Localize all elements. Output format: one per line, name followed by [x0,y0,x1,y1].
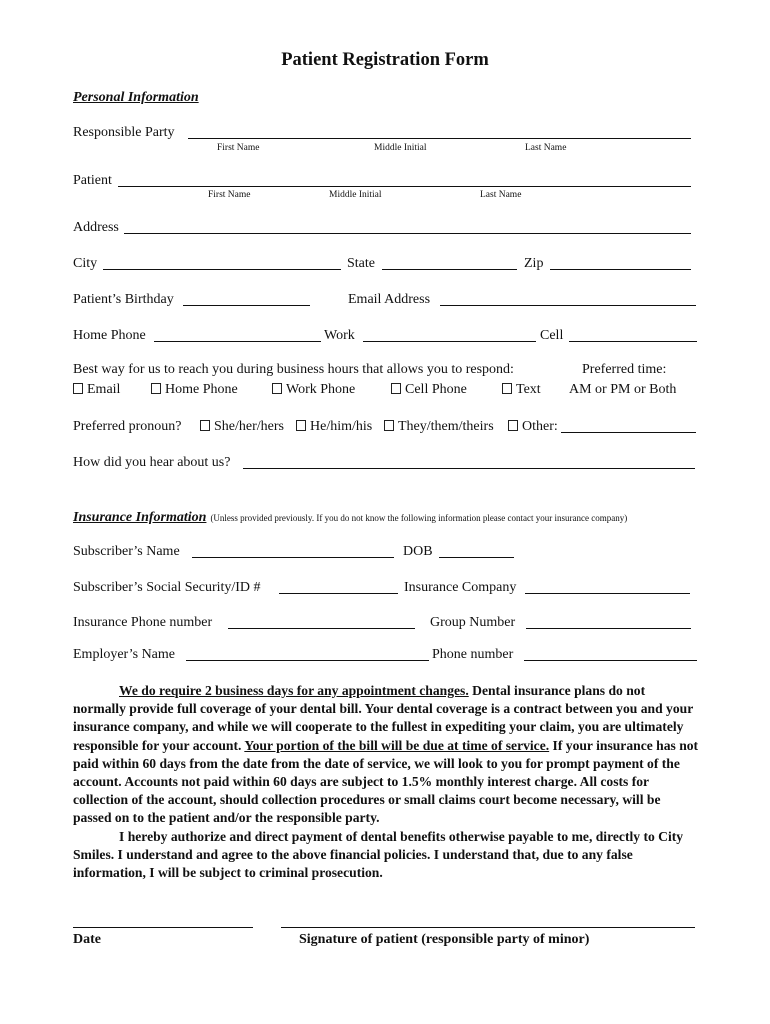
contact-option-work-phone[interactable]: Work Phone [272,382,355,398]
checkbox-icon [391,383,401,394]
signature-field[interactable] [281,927,695,928]
contact-option-email[interactable]: Email [73,382,120,398]
checkbox-icon [296,420,306,431]
cell-phone-field[interactable] [569,341,697,342]
policy-paragraph-1: We do require 2 business days for any appointment changes. Dental insurance plans do not normally provide full coverage of your dental bill. Your dental coverage is a contract between you and your insurance company, and while we will cooperate to the fullest in expediting your claim, you are ultimately responsible for your account. Your portion of the bill will be due at time of service. If your insurance has not paid within 60 days from the date from the date of service, we will look to you for prompt payment of the account. Accounts not paid within 60 days are subject to 1.5% monthly interest charge. All costs for collection of the account, should collection procedures or small claims court become necessary, will be passed on to the patient and/or the responsible party. [73,683,699,826]
email-address-field[interactable] [440,305,696,306]
hear-about-label: How did you hear about us? [73,455,231,470]
pronoun-option-he[interactable]: He/him/his [296,419,372,435]
address-label: Address [73,220,119,235]
patient-last-name-label: Last Name [480,190,522,200]
pronoun-option-she[interactable]: She/her/hers [200,419,284,435]
policy-paragraph-2: I hereby authorize and direct payment of dental benefits otherwise payable to me, directly to City Smiles. I understand and agree to the above financial policies. I understand that, due to any false information, I will be subject to criminal prosecution. [73,828,684,881]
insurance-info-heading: Insurance Information [73,510,207,525]
pronoun-other-field[interactable] [561,432,696,433]
state-field[interactable] [382,269,517,270]
checkbox-icon [502,383,512,394]
checkbox-icon [508,420,518,431]
rp-middle-initial-label: Middle Initial [374,143,427,153]
patient-middle-initial-label: Middle Initial [329,190,382,200]
work-phone-field[interactable] [363,341,536,342]
contact-option-cell-phone[interactable]: Cell Phone [391,382,467,398]
phone-number-field[interactable] [524,660,697,661]
checkbox-icon [272,383,282,394]
financial-policy [73,682,699,882]
home-phone-field[interactable] [154,341,321,342]
state-label: State [347,256,375,271]
responsible-party-field[interactable] [188,138,691,139]
date-label: Date [73,932,101,947]
insurance-phone-label: Insurance Phone number [73,615,213,630]
subscriber-name-field[interactable] [192,557,394,558]
city-label: City [73,256,98,271]
rp-first-name-label: First Name [217,143,260,153]
insurance-heading-row [73,508,627,526]
hear-about-field[interactable] [243,468,695,469]
insurance-phone-field[interactable] [228,628,415,629]
dob-field[interactable] [439,557,514,558]
city-field[interactable] [103,269,341,270]
insurance-note: (Unless provided previously. If you do not know the following information please contact your insurance company) [210,513,628,523]
checkbox-icon [151,383,161,394]
employer-name-field[interactable] [186,660,429,661]
rp-last-name-label: Last Name [525,143,567,153]
date-field[interactable] [73,927,253,928]
patient-first-name-label: First Name [208,190,251,200]
contact-option-text[interactable]: Text [502,382,541,398]
checkbox-icon [73,383,83,394]
preferred-time-value: AM or PM or Both [569,382,677,397]
birthday-field[interactable] [183,305,310,306]
best-way-label: Best way for us to reach you during business hours that allows you to respond: [73,362,514,377]
zip-label: Zip [524,256,544,271]
address-field[interactable] [124,233,691,234]
checkbox-icon [384,420,394,431]
insurance-company-field[interactable] [525,593,690,594]
work-phone-label: Work [324,328,355,343]
dob-label: DOB [403,544,433,559]
group-number-field[interactable] [526,628,691,629]
employer-name-label: Employer’s Name [73,647,175,662]
phone-number-label: Phone number [432,647,514,662]
preferred-time-label: Preferred time: [582,362,667,377]
home-phone-label: Home Phone [73,328,146,343]
page-title: Patient Registration Form [281,50,489,70]
cell-phone-label: Cell [540,328,564,343]
appointment-change-notice: We do require 2 business days for any appointment changes. [119,683,469,698]
pronoun-option-other[interactable]: Other: [508,419,558,435]
ssn-label: Subscriber’s Social Security/ID # [73,580,261,595]
subscriber-name-label: Subscriber’s Name [73,544,180,559]
ssn-field[interactable] [279,593,398,594]
email-address-label: Email Address [348,292,431,307]
pronoun-label: Preferred pronoun? [73,419,182,434]
checkbox-icon [200,420,210,431]
responsible-party-label: Responsible Party [73,125,175,140]
insurance-company-label: Insurance Company [404,580,517,595]
group-number-label: Group Number [430,615,516,630]
pronoun-option-they[interactable]: They/them/theirs [384,419,494,435]
payment-due-notice: Your portion of the bill will be due at time of service. [244,737,550,753]
personal-info-heading: Personal Information [73,90,199,105]
birthday-label: Patient’s Birthday [73,292,174,307]
signature-label: Signature of patient (responsible party of minor) [299,932,590,947]
contact-option-home-phone[interactable]: Home Phone [151,382,238,398]
patient-name-field[interactable] [118,186,691,187]
patient-label: Patient [73,173,112,188]
zip-field[interactable] [550,269,691,270]
